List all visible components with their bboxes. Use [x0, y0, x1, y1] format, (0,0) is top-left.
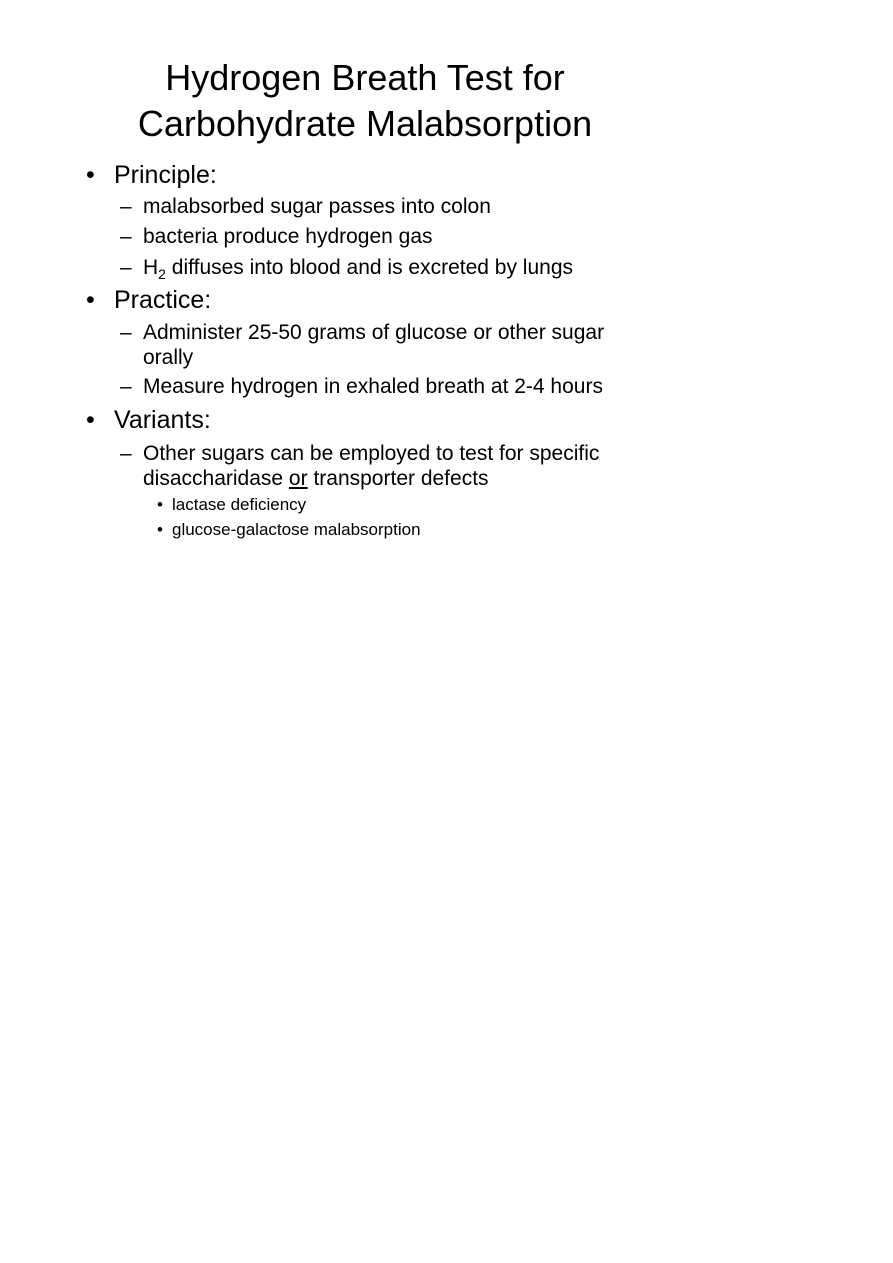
title-line-2: Carbohydrate Malabsorption — [137, 103, 593, 144]
practice-label: Practice: — [114, 286, 212, 314]
principle-label: Principle: — [114, 161, 217, 189]
h2-subscript: 2 — [158, 265, 166, 282]
sub-bullet-dot: • — [157, 520, 163, 539]
practice-item-1-line-1: Administer 25-50 grams of glucose or other sugar — [143, 321, 605, 344]
variants-line-2-pre: disaccharidase — [143, 467, 289, 490]
h2-rest: diffuses into blood and is excreted by lungs — [165, 256, 574, 279]
bullet-dot: • — [86, 286, 95, 314]
practice-item-1-line-2: orally — [143, 346, 194, 369]
principle-item-3-text — [143, 255, 573, 280]
bullet-dot: • — [86, 406, 95, 434]
title-line-1: Hydrogen Breath Test for — [165, 57, 565, 98]
variants-label: Variants: — [114, 406, 211, 434]
variants-subitem-1-text: lactase deficiency — [172, 495, 307, 514]
principle-item-2-text: bacteria produce hydrogen gas — [143, 225, 433, 248]
variants-line-2-underlined: or — [288, 467, 308, 490]
bullet-dot: • — [86, 161, 95, 189]
dash-marker: – — [120, 442, 132, 465]
practice-item-2-text: Measure hydrogen in exhaled breath at 2-4 hours — [143, 375, 603, 398]
variants-item-1-line-2 — [143, 466, 599, 491]
variants-line-2-post: transporter defects — [307, 467, 489, 490]
sub-bullet-dot: • — [157, 495, 163, 514]
variants-item-1-line-1: Other sugars can be employed to test for specific — [143, 442, 600, 465]
dash-marker: – — [120, 321, 132, 344]
variants-item-1-text — [143, 441, 599, 491]
variants-subitem-2-text: glucose-galactose malabsorption — [172, 520, 421, 539]
dash-marker: – — [120, 375, 132, 398]
h2-element: H — [143, 256, 159, 279]
dash-marker: – — [120, 225, 132, 248]
dash-marker: – — [120, 195, 132, 218]
slide-title — [90, 55, 640, 147]
principle-item-1-text: malabsorbed sugar passes into colon — [143, 195, 491, 218]
practice-item-1-text — [143, 320, 604, 370]
dash-marker: – — [120, 256, 132, 279]
